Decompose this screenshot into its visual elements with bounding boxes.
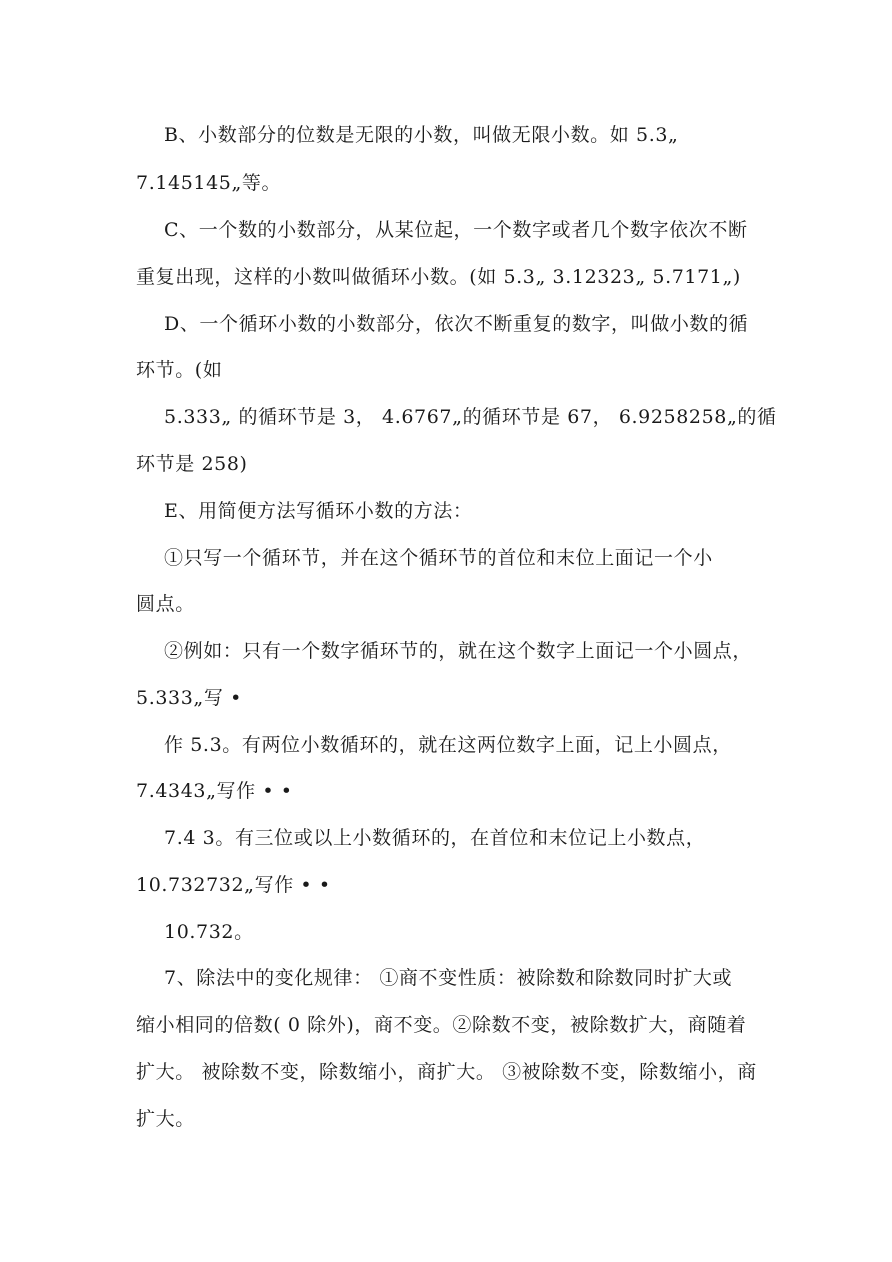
text-line: 缩小相同的倍数( 0 除外)，商不变。②除数不变，被除数扩大，商随着 [136,1014,747,1036]
text-line: 环节是 258) [136,453,248,475]
text-line: 7.4343„写作 • • [136,780,293,802]
text-line: ①只写一个循环节，并在这个循环节的首位和末位上面记一个小 [164,547,713,569]
text-line: 10.732732„写作 • • [136,874,331,896]
text-line: ②例如：只有一个数字循环节的，就在这个数字上面记一个小圆点， [164,640,753,662]
text-line: 扩大。 被除数不变，除数缩小，商扩大。 ③被除数不变，除数缩小，商 [136,1061,757,1083]
text-line: 7.4 3。有三位或以上小数循环的，在首位和末位记上小数点， [164,827,706,849]
text-line: 10.732。 [164,921,254,943]
text-line: D、一个循环小数的小数部分，依次不断重复的数字，叫做小数的循 [164,313,749,335]
text-line: E、用简便方法写循环小数的方法： [164,500,473,522]
text-line: B、小数部分的位数是无限的小数，叫做无限小数。如 5.3„ [164,124,679,146]
text-line: 7.145145„等。 [136,172,282,194]
text-line: 扩大。 [136,1108,195,1130]
text-line: 作 5.3。有两位小数循环的，就在这两位数字上面，记上小圆点， [164,734,732,756]
text-line: C、一个数的小数部分，从某位起，一个数字或者几个数字依次不断 [164,219,748,241]
text-line: 5.333„写 • [136,687,242,709]
text-line: 环节。(如 [136,359,223,381]
text-line: 5.333„ 的循环节是 3， 4.6767„的循环节是 67， 6.9258258„的循 [164,406,777,428]
text-line: 圆点。 [136,593,195,615]
text-line: 7、除法中的变化规律： ①商不变性质：被除数和除数同时扩大或 [164,967,733,989]
text-line: 重复出现，这样的小数叫做循环小数。(如 5.3„ 3.12323„ 5.7171„) [136,266,741,288]
